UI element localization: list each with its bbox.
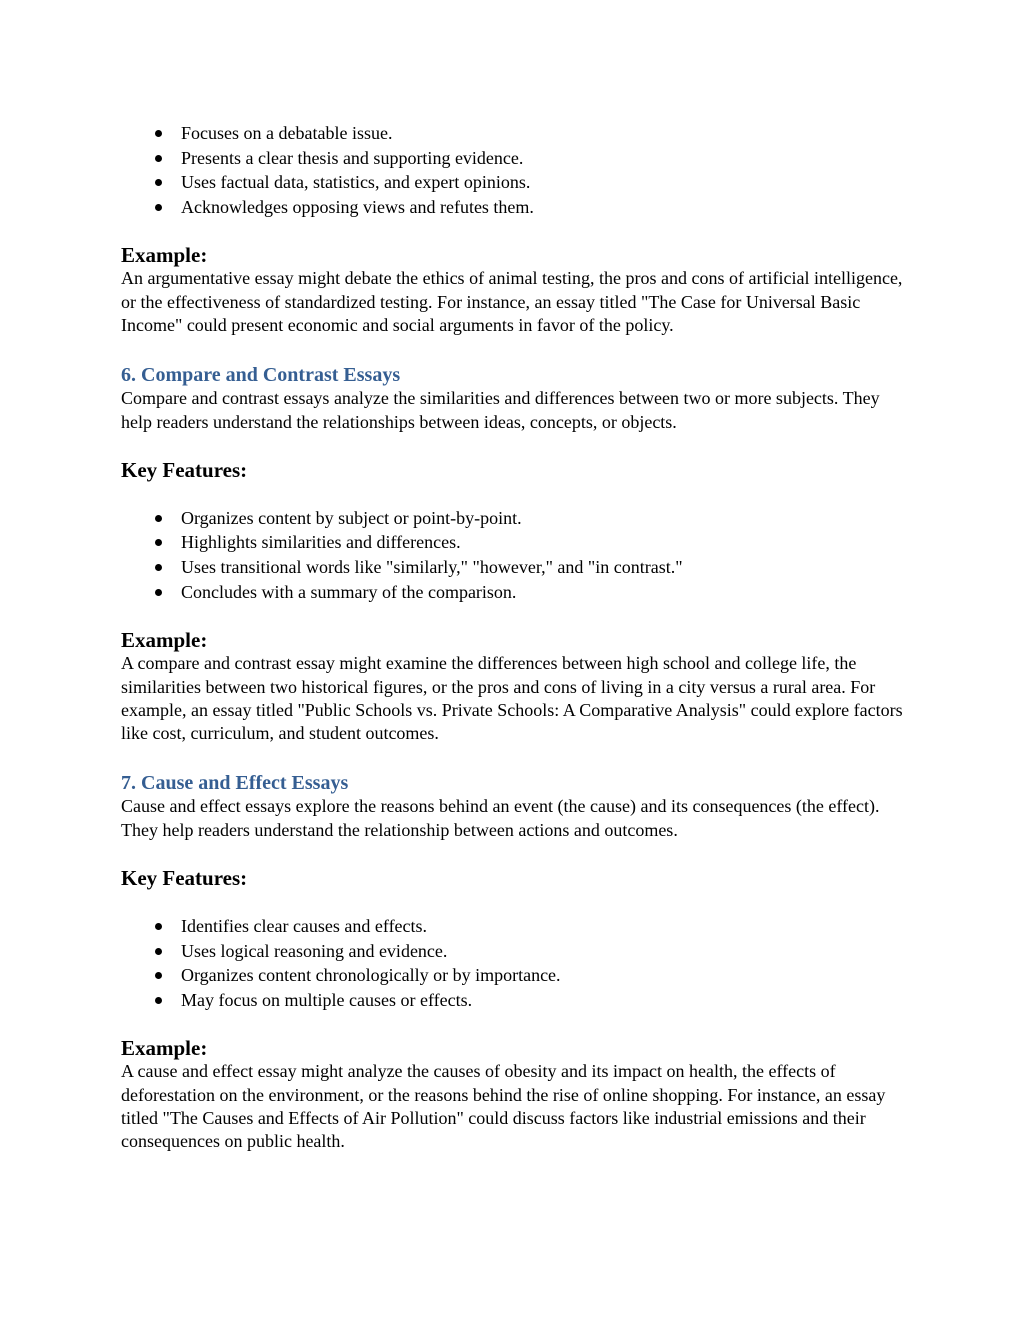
bullet-icon [155, 997, 162, 1004]
list-item: Concludes with a summary of the comparison. [121, 580, 911, 605]
example-label: Example: [121, 1036, 208, 1061]
bullet-icon [155, 204, 162, 211]
key-features-label: Key Features: [121, 866, 248, 891]
list-item: Organizes content chronologically or by importance. [121, 963, 911, 988]
list-item: Focuses on a debatable issue. [121, 121, 911, 146]
list-item: Identifies clear causes and effects. [121, 914, 911, 939]
key-features-label: Key Features: [121, 457, 248, 482]
list-item: Uses logical reasoning and evidence. [121, 939, 911, 964]
bullet-icon [155, 972, 162, 979]
example-label: Example: [121, 243, 208, 268]
bullet-icon [155, 564, 162, 571]
example-paragraph: An argumentative essay might debate the ethics of animal testing, the pros and cons of artificial intelligence, or the effectiveness of standardized testing. For instance, an essay titled "The Case for Universal Basic Income" could present economic and social arguments in favor of the policy. [121, 268, 903, 335]
bullet-icon [155, 923, 162, 930]
list-item: May focus on multiple causes or effects. [121, 988, 911, 1013]
cause-effect-features-list [121, 914, 911, 1012]
list-item: Presents a clear thesis and supporting evidence. [121, 146, 911, 171]
list-item: Acknowledges opposing views and refutes them. [121, 195, 911, 220]
bullet-icon [155, 948, 162, 955]
list-item: Uses transitional words like "similarly," "however," and "in contrast." [121, 555, 911, 580]
bullet-icon [155, 515, 162, 522]
section-intro-paragraph: Cause and effect essays explore the reasons behind an event (the cause) and its consequences (the effect). They help readers understand the relationship between actions and outcomes. [121, 796, 880, 840]
bullet-icon [155, 130, 162, 137]
example-paragraph: A compare and contrast essay might examine the differences between high school and college life, the similarities between two historical figures, or the pros and cons of living in a city versus a rural area. For example, an essay titled "Public Schools vs. Private Schools: A Comparative Analysis" could explore factors like cost, curriculum, and student outcomes. [121, 653, 903, 744]
bullet-icon [155, 155, 162, 162]
compare-contrast-features-list [121, 506, 911, 604]
list-item: Organizes content by subject or point-by-point. [121, 506, 911, 531]
argumentative-features-list [121, 121, 911, 219]
document-page [121, 121, 911, 1154]
bullet-icon [155, 539, 162, 546]
list-item: Highlights similarities and differences. [121, 530, 911, 555]
bullet-icon [155, 589, 162, 596]
list-item: Uses factual data, statistics, and expert opinions. [121, 170, 911, 195]
bullet-icon [155, 179, 162, 186]
section-heading-compare-contrast: 6. Compare and Contrast Essays [121, 364, 401, 387]
section-heading-cause-effect: 7. Cause and Effect Essays [121, 772, 349, 795]
example-label: Example: [121, 628, 208, 653]
example-paragraph: A cause and effect essay might analyze the causes of obesity and its impact on health, the effects of deforestation on the environment, or the reasons behind the rise of online shopping. For instance, an essay titled "The Causes and Effects of Air Pollution" could discuss factors like industrial emissions and their consequences on public health. [121, 1061, 886, 1152]
section-intro-paragraph: Compare and contrast essays analyze the similarities and differences between two or more subjects. They help readers understand the relationships between ideas, concepts, or objects. [121, 388, 880, 432]
